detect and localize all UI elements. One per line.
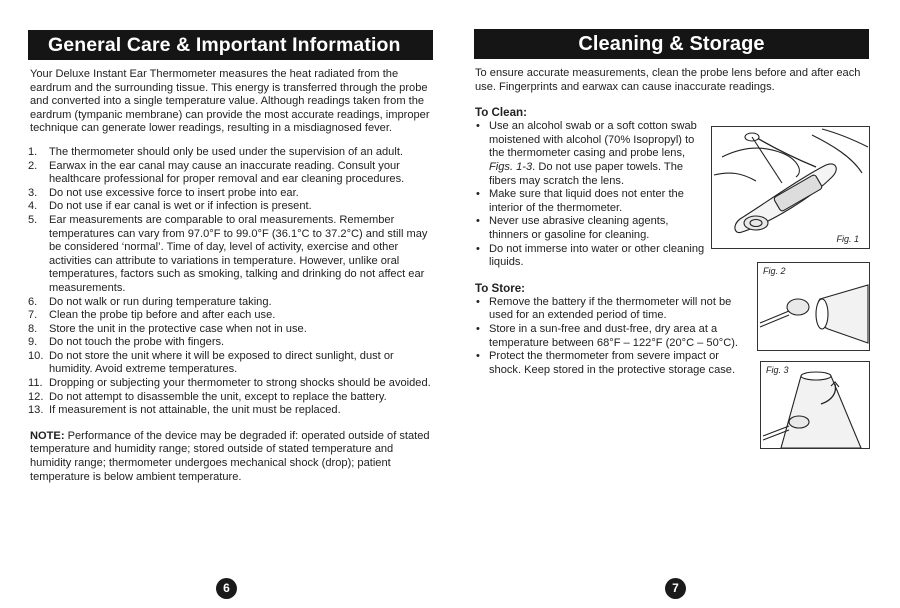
figure-3-caption: Fig. 3 bbox=[766, 365, 789, 375]
store-list bbox=[474, 296, 739, 378]
figure-3-illustration bbox=[760, 361, 870, 449]
note-label: NOTE: bbox=[30, 429, 65, 442]
list-item: 3. Do not use excessive force to insert probe into ear. bbox=[28, 186, 299, 199]
list-item: • Make sure that liquid does not enter the interior of the thermometer. bbox=[474, 188, 706, 215]
figure-1-illustration bbox=[711, 126, 870, 249]
list-item: • Do not immerse into water or other cleaning liquids. bbox=[474, 243, 706, 270]
list-item: • Store in a sun-free and dust-free, dry area at a temperature between 68°F – 122°F (20°C – 50°C). bbox=[474, 323, 739, 350]
list-item: 6. Do not walk or run during temperature taking. bbox=[28, 295, 272, 308]
figure-1-caption: Fig. 1 bbox=[836, 234, 859, 244]
page-number-left: 6 bbox=[216, 578, 237, 599]
list-item: 10. Do not store the unit where it will be exposed to direct sunlight, dust or humidity. Avoid extreme temperatures. bbox=[28, 349, 394, 376]
to-store-heading: To Store: bbox=[475, 281, 526, 295]
list-item: 4. Do not use if ear canal is wet or if infection is present. bbox=[28, 200, 312, 213]
list-item: 2. Earwax in the ear canal may cause an inaccurate reading. Consult your healthcare professional for proper removal and ear cleaning procedures. bbox=[28, 159, 405, 186]
thermometer-swab-icon bbox=[712, 127, 869, 248]
list-item: 11. Dropping or subjecting your thermometer to strong shocks should be avoided. bbox=[28, 377, 431, 390]
note-text: Performance of the device may be degraded if: operated outside of stated temperature and humidity range; stored outside of stated temperature and humidity range; thermometer undergoes mechanical shock (drop); patient temperature is below ambient temperature. bbox=[30, 429, 430, 483]
note-paragraph bbox=[30, 430, 433, 484]
to-clean-heading: To Clean: bbox=[475, 106, 527, 120]
cleaning-intro: To ensure accurate measurements, clean the probe lens before and after each use. Fingerprints and earwax can cause inaccurate readings. bbox=[475, 67, 861, 93]
page-number-right: 7 bbox=[665, 578, 686, 599]
probe-swab-icon bbox=[758, 263, 869, 350]
figure-2-illustration bbox=[757, 262, 870, 351]
list-item: 5. Ear measurements are comparable to oral measurements. Remember temperatures can vary from 97.0°F to 99.0°F (36.1°C to 37.2°C) and still may be considered ‘normal’. Time of day, level of activity, exercise and other activities can attribute to variations in temperature. However, unlike oral temperatures, factors such as smoking, talking and drinking do not affect ear measurements. bbox=[28, 213, 428, 294]
figure-2-caption: Fig. 2 bbox=[763, 266, 786, 276]
list-item: • Never use abrasive cleaning agents, thinners or gasoline for cleaning. bbox=[474, 215, 706, 242]
list-item: 1. The thermometer should only be used under the supervision of an adult. bbox=[28, 145, 403, 158]
list-item: 8. Store the unit in the protective case when not in use. bbox=[28, 322, 307, 335]
left-page bbox=[28, 0, 433, 608]
list-item: • Remove the battery if the thermometer will not be used for an extended period of time. bbox=[474, 296, 739, 323]
list-item: 7. Clean the probe tip before and after each use. bbox=[28, 309, 276, 322]
list-item: • Protect the thermometer from severe impact or shock. Keep stored in the protective storage case. bbox=[474, 350, 739, 377]
care-list bbox=[28, 146, 433, 418]
intro-paragraph: Your Deluxe Instant Ear Thermometer measures the heat radiated from the eardrum and the surrounding tissue. This energy is transferred through the probe and converted into a single temperature value. Although readings taken from the eardrum (tympanic membrane) can provide the most accurate readings, improper technique can generate lower readings, resulting in a misdiagnosed fever. bbox=[30, 68, 430, 135]
list-item: 13. If measurement is not attainable, the unit must be replaced. bbox=[28, 404, 341, 417]
list-item: • Use an alcohol swab or a soft cotton swab moistened with alcohol (70% Isopropyl) to the thermometer casing and probe lens, Figs. 1-3. Do not use paper towels. The fibers may scratch the lens. bbox=[474, 120, 706, 188]
list-item: 9. Do not touch the probe with fingers. bbox=[28, 336, 225, 349]
clean-list bbox=[474, 120, 706, 270]
page-title-general-care: General Care & Important Information bbox=[28, 30, 433, 60]
page-title-cleaning-storage: Cleaning & Storage bbox=[474, 29, 869, 59]
list-item: 12. Do not attempt to disassemble the unit, except to replace the battery. bbox=[28, 390, 387, 403]
